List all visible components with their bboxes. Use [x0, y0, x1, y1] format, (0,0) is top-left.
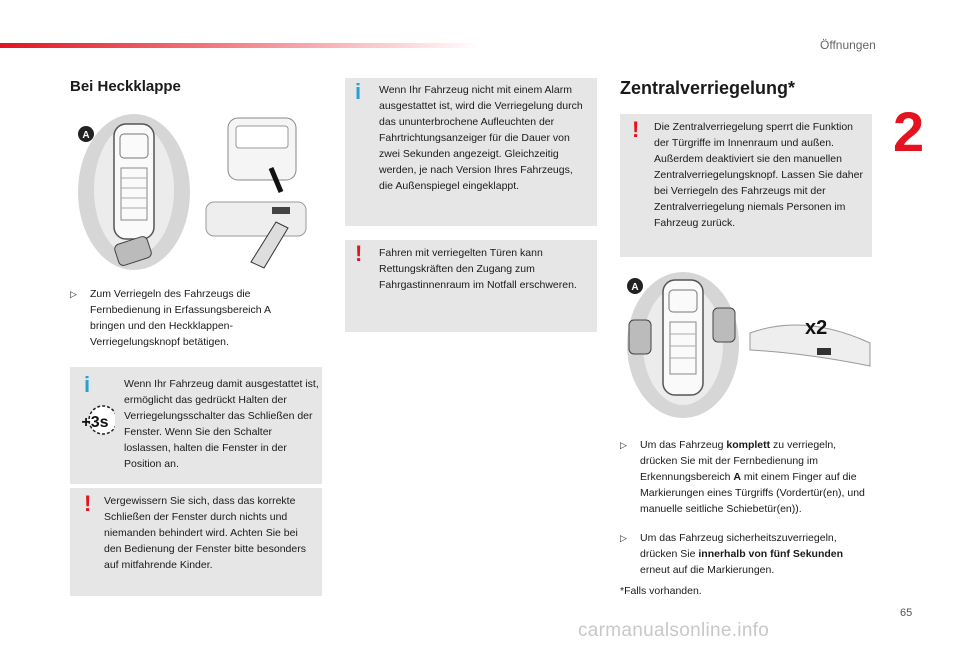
right-warn-text: Die Zentralverriegelung sperrt die Funktion der Türgriffe im Innenraum und außen. Außerdem deaktiviert sie den manuellen Zentralverriegelungsknopf. Lassen Sie daher bei Verriegeln des Fahrzeugs mit der Zentralverriegelung niemals Personen im Fahrzeug zurück.	[654, 121, 863, 229]
key-fob-image	[629, 320, 651, 354]
bullet1-bold: komplett	[726, 439, 771, 451]
bullet-arrow-icon: ▷	[70, 289, 77, 299]
tailgate-illustration	[76, 112, 316, 277]
section-title: Öffnungen	[820, 38, 876, 52]
handle-marking	[817, 348, 831, 355]
left-warn-box	[70, 488, 322, 596]
left-bullet-text: Zum Verriegeln des Fahrzeugs die Fernbedienung in Erfassungsbereich A bringen und den Heckklappen-Verriegelungsknopf betätigen.	[90, 288, 271, 348]
right-bullet-1-text	[640, 437, 875, 517]
warning-icon: !	[84, 491, 92, 516]
bullet-arrow-icon: ▷	[620, 533, 627, 543]
marker-a-label: A	[82, 130, 90, 141]
watermark[interactable]: carmanualsonline.info	[578, 620, 770, 641]
timer-badge-label: +3s	[81, 414, 109, 431]
footnote: *Falls vorhanden.	[620, 585, 702, 597]
central-lock-illustration	[625, 268, 875, 423]
info-icon: i	[84, 372, 91, 397]
bullet1-pre: Um das Fahrzeug	[640, 439, 727, 451]
warning-icon: !	[355, 241, 363, 266]
timer-badge	[75, 402, 115, 442]
right-bullet-2	[620, 530, 875, 580]
middle-info-box	[345, 78, 597, 226]
bullet1-mid: zu verriegeln, drücken Sie mit der Fernbedienung im Erkennungsbereich	[640, 439, 837, 483]
page-number: 65	[900, 607, 913, 619]
left-info-box	[70, 367, 322, 484]
warning-icon: !	[632, 117, 640, 142]
key-fob-image	[713, 308, 735, 342]
right-bullet-2-text	[640, 530, 875, 578]
marker-a-label: A	[631, 282, 639, 293]
bullet-arrow-icon: ▷	[620, 440, 627, 450]
press-count-label: x2	[805, 317, 828, 339]
right-warn-box	[620, 114, 872, 257]
info-icon: i	[355, 79, 362, 104]
left-info-text: Wenn Ihr Fahrzeug damit ausgestattet ist, ermöglicht das gedrückt Halten der Verriegelungsschalter das Schließen der Fenster. Wenn Sie den Schalter loslassen, halten die Fenster in der Position an.	[124, 378, 319, 470]
bullet2-bold: innerhalb von fünf Sekunden	[698, 548, 844, 560]
bullet2-post: erneut auf die Markierungen.	[640, 564, 775, 576]
left-bullet	[70, 286, 300, 352]
chapter-number: 2	[893, 100, 925, 163]
bullet1-bold2: A	[733, 471, 741, 483]
middle-warn-text: Fahren mit verriegelten Türen kann Rettungskräften den Zugang zum Fahrgastinnenraum im Notfall erschweren.	[379, 247, 577, 291]
header-accent-bar	[0, 43, 480, 48]
middle-warn-box	[345, 240, 597, 332]
bullet1-post: mit einem Finger auf die Markierungen eines Türgriffs (Vordertür(en), und manuelle seitliche Schiebetür(en)).	[640, 471, 865, 515]
tailgate-handle-detail	[206, 202, 306, 236]
lock-button	[272, 207, 290, 214]
left-heading: Bei Heckklappe	[70, 78, 181, 95]
right-bullet-1	[620, 437, 875, 533]
bullet2-pre: Um das Fahrzeug sicherheitszuverriegeln, drücken Sie	[640, 532, 837, 560]
left-warn-text: Vergewissern Sie sich, dass das korrekte Schließen der Fenster durch nichts und niemanden behindert wird. Achten Sie bei den Bedienung der Fenster bitte besonders auf mitfahrende Kinder.	[104, 495, 306, 571]
right-heading: Zentralverriegelung*	[620, 78, 796, 98]
middle-info-text: Wenn Ihr Fahrzeug nicht mit einem Alarm ausgestattet ist, wird die Verriegelung durch das ununterbrochene Aufleuchten der Fahrtrichtungsanzeiger für die Dauer von zwei Sekunden angezeigt. Gleichzeitig werden, je nach Version Ihres Fahrzeugs, die Außenspiegel eingeklappt.	[379, 84, 583, 192]
